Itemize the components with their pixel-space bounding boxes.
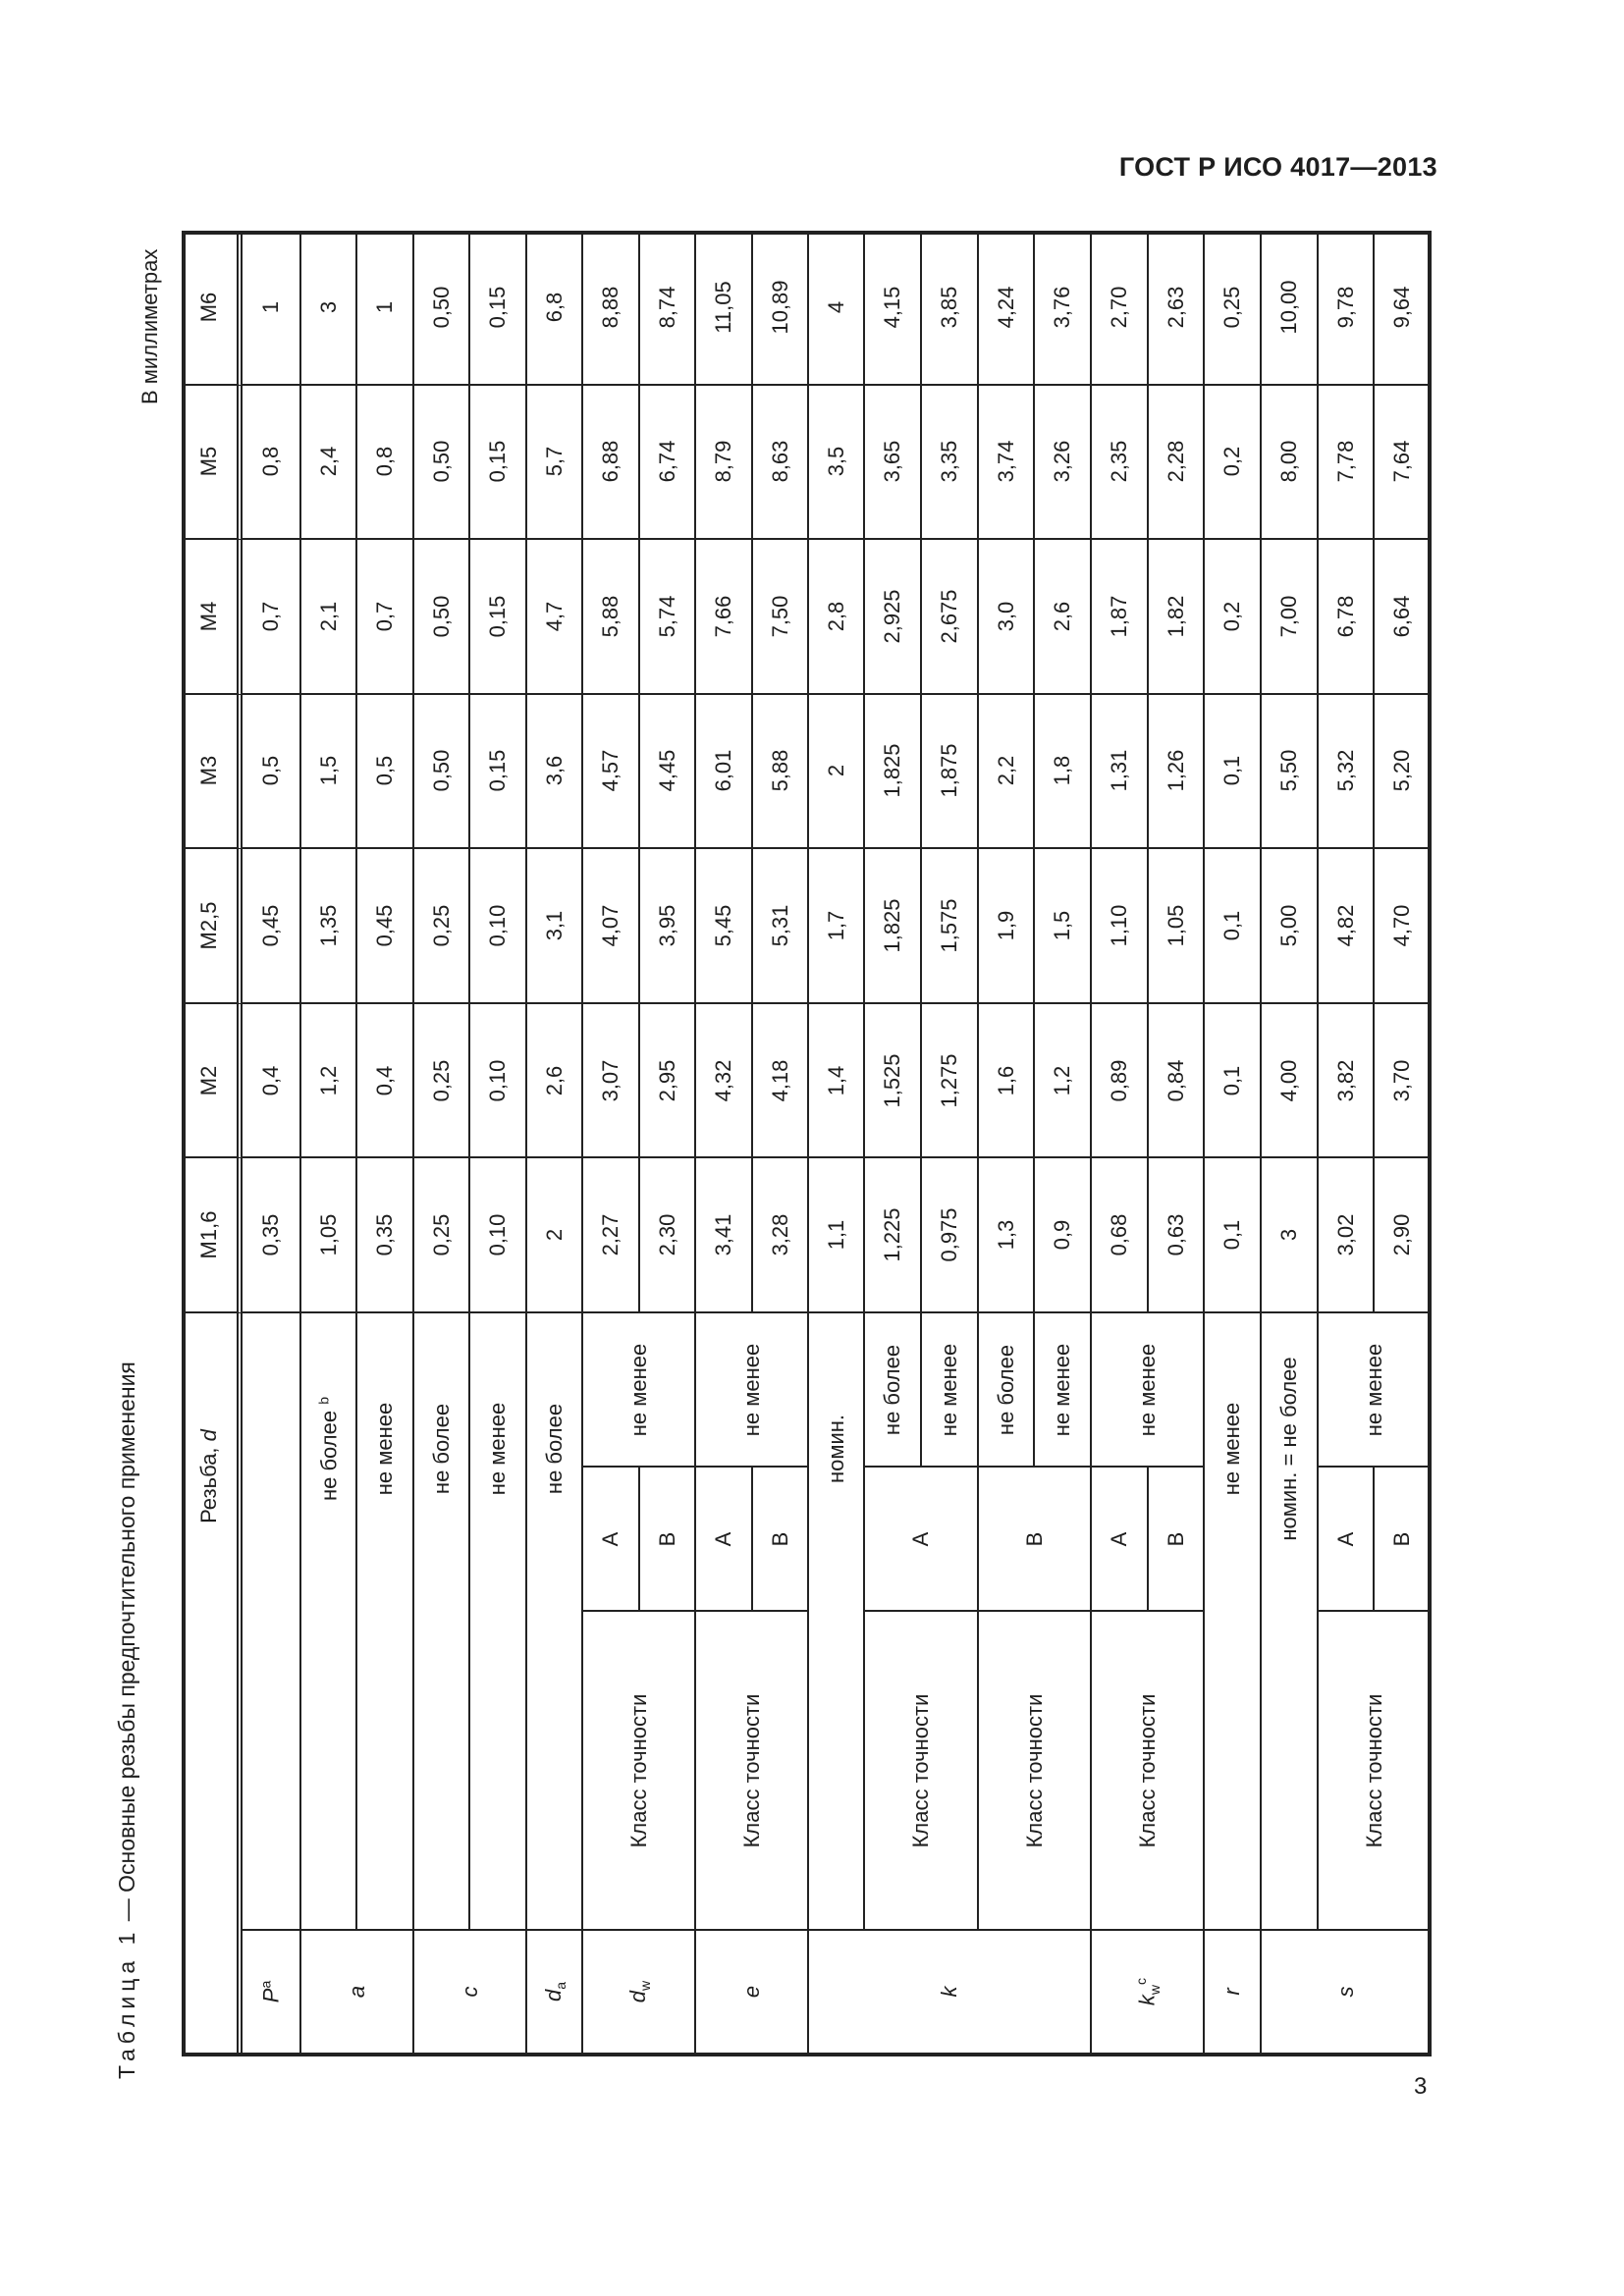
- value-cell-text: 6,78: [1332, 595, 1358, 638]
- limit-label-text: не менее: [1134, 1343, 1160, 1436]
- value-cell-text: 0,10: [485, 1213, 510, 1256]
- value-cell-text: 1,8: [1050, 756, 1074, 786]
- parameter-symbol-text: a: [344, 1985, 369, 1999]
- value-cell-text: 2,90: [1389, 1213, 1414, 1256]
- value-cell-text: 5,7: [541, 447, 567, 477]
- value-cell-text: 4,18: [767, 1059, 792, 1102]
- value-cell-text: 1,6: [993, 1065, 1018, 1095]
- value-cell-text: 0,7: [258, 601, 283, 632]
- value-cell-text: 4: [823, 300, 848, 313]
- value-cell-text: 3,02: [1332, 1213, 1358, 1256]
- value-cell-text: 6,64: [1389, 595, 1414, 638]
- value-cell-text: 8,79: [711, 440, 735, 483]
- limit-label-text: не менее: [485, 1402, 510, 1496]
- value-cell-text: 0,15: [485, 750, 510, 792]
- value-cell-text: 2,1: [315, 601, 341, 632]
- value-cell-text: 4,57: [598, 750, 623, 792]
- accuracy-class-text: A: [1332, 1531, 1358, 1546]
- accuracy-class-text: B: [1163, 1531, 1188, 1546]
- limit-label-text: не менее: [372, 1402, 397, 1496]
- limit-label-text: не более: [428, 1403, 454, 1495]
- value-cell-text: 1,26: [1163, 750, 1188, 792]
- value-cell-text: 0,8: [258, 447, 283, 477]
- value-cell-text: 3: [315, 300, 341, 313]
- value-cell-text: 4,45: [654, 750, 679, 792]
- limit-label-text: не более $^b$: [314, 1396, 342, 1501]
- value-cell-text: 1,5: [1050, 910, 1074, 941]
- value-cell-text: 2: [541, 1229, 567, 1242]
- value-cell-text: 0,84: [1163, 1059, 1188, 1102]
- limit-label-text: не более: [993, 1344, 1018, 1435]
- accuracy-class-text: B: [767, 1531, 792, 1546]
- limit-label-text: не менее: [937, 1343, 961, 1436]
- value-cell-text: 7,00: [1276, 595, 1301, 638]
- value-cell-text: 3,35: [937, 440, 961, 483]
- table-caption: [114, 1362, 140, 2079]
- value-cell-text: 0,5: [372, 756, 397, 786]
- value-cell-text: 0,5: [258, 756, 283, 786]
- value-cell-text: 1,5: [315, 756, 341, 786]
- value-cell-text: 1,875: [937, 743, 961, 799]
- value-cell-text: 1,9: [993, 910, 1018, 941]
- caption-text: — Основные резьбы предпочтительного применения: [114, 1362, 139, 1928]
- value-cell-text: 1,05: [1163, 904, 1188, 947]
- size-header-M3-text: M3: [196, 756, 221, 786]
- parameter-symbol-text: e: [738, 1985, 764, 1999]
- value-cell-text: 1,525: [880, 1053, 904, 1108]
- value-cell-text: 3,28: [767, 1213, 792, 1256]
- value-cell-text: 7,64: [1389, 440, 1414, 483]
- thread-header-text: Резьба, d: [196, 1428, 221, 1523]
- value-cell-text: 5,31: [767, 904, 792, 947]
- accuracy-class-text: B: [654, 1531, 679, 1546]
- value-cell-text: 5,50: [1276, 750, 1301, 792]
- limit-label-text: не менее: [1219, 1402, 1244, 1496]
- value-cell-text: 8,88: [598, 286, 623, 329]
- value-cell-text: 3: [1276, 1229, 1301, 1242]
- value-cell-text: 5,45: [711, 904, 735, 947]
- value-cell-text: 2,2: [993, 756, 1018, 786]
- value-cell-text: 0,35: [372, 1213, 397, 1256]
- value-cell-text: 0,50: [428, 750, 454, 792]
- value-cell-text: 0,2: [1219, 601, 1244, 632]
- value-cell-text: 1,1: [823, 1219, 848, 1251]
- value-cell-text: 0,975: [937, 1207, 961, 1262]
- parameter-symbol-text: $P^a$: [257, 1980, 284, 2003]
- value-cell-text: 1,10: [1107, 904, 1131, 947]
- accuracy-class-text: A: [598, 1531, 623, 1546]
- limit-label-text: не менее: [1050, 1343, 1074, 1436]
- value-cell-text: 4,07: [598, 904, 623, 947]
- accuracy-class-label-text: Класс точности: [738, 1693, 764, 1847]
- value-cell-text: 0,4: [258, 1065, 283, 1095]
- value-cell-text: 2,6: [541, 1065, 567, 1095]
- limit-label-text: не менее: [1361, 1343, 1386, 1436]
- value-cell-text: 2,6: [1050, 601, 1074, 632]
- value-cell-text: 0,50: [428, 595, 454, 638]
- value-cell-text: 1,87: [1107, 595, 1131, 638]
- value-cell-text: 2,27: [598, 1213, 623, 1256]
- accuracy-class-text: B: [1389, 1531, 1414, 1546]
- value-cell-text: 3,74: [993, 440, 1018, 483]
- value-cell-text: 6,74: [654, 440, 679, 483]
- value-cell-text: 1: [258, 300, 283, 313]
- value-cell-text: 1,225: [880, 1207, 904, 1262]
- limit-label-text: номин.: [823, 1414, 848, 1483]
- limit-label-text: не более: [880, 1344, 904, 1435]
- accuracy-class-label-text: Класс точности: [908, 1693, 933, 1847]
- value-cell-text: 6,88: [598, 440, 623, 483]
- accuracy-class-text: A: [711, 1531, 735, 1546]
- value-cell-text: 5,00: [1276, 904, 1301, 947]
- value-cell-text: 5,32: [1332, 750, 1358, 792]
- accuracy-class-text: A: [908, 1531, 933, 1546]
- value-cell-text: 5,20: [1389, 750, 1414, 792]
- value-cell-text: 0,10: [485, 904, 510, 947]
- parameter-symbol-text: k: [937, 1986, 961, 1998]
- value-cell-text: 3,6: [541, 756, 567, 786]
- size-header-M6-text: M6: [196, 292, 221, 323]
- value-cell-text: 3,07: [598, 1059, 623, 1102]
- value-cell-text: 7,66: [711, 595, 735, 638]
- parameter-symbol-text: $k_w^c$: [1132, 1977, 1163, 2006]
- value-cell-text: 8,00: [1276, 440, 1301, 483]
- accuracy-class-text: B: [1021, 1531, 1047, 1546]
- value-cell-text: 0,50: [428, 440, 454, 483]
- value-cell-text: 7,78: [1332, 440, 1358, 483]
- value-cell-text: 2,70: [1107, 286, 1131, 329]
- limit-label-text: номин. = не более: [1276, 1357, 1301, 1541]
- value-cell-text: 5,74: [654, 595, 679, 638]
- value-cell-text: 0,25: [428, 904, 454, 947]
- value-cell-text: 3,0: [993, 601, 1018, 632]
- parameter-symbol-text: $d_w$: [624, 1980, 653, 2003]
- value-cell-text: 1,82: [1163, 595, 1188, 638]
- value-cell-text: 6,8: [541, 292, 567, 323]
- value-cell-text: 1,2: [315, 1065, 341, 1095]
- accuracy-class-label-text: Класс точности: [1134, 1693, 1160, 1847]
- value-cell-text: 10,89: [767, 280, 792, 335]
- value-cell-text: 0,8: [372, 447, 397, 477]
- value-cell-text: 0,1: [1219, 756, 1244, 786]
- accuracy-class-label-text: Класс точности: [1361, 1693, 1386, 1847]
- value-cell-text: 2,4: [315, 447, 341, 477]
- value-cell-text: 3,5: [823, 447, 848, 477]
- accuracy-class-label-text: Класс точности: [1021, 1693, 1047, 1847]
- value-cell-text: 1,575: [937, 898, 961, 953]
- value-cell-text: 2,675: [937, 589, 961, 644]
- value-cell-text: 3,85: [937, 286, 961, 329]
- value-cell-text: 9,78: [1332, 286, 1358, 329]
- value-cell-text: 3,95: [654, 904, 679, 947]
- value-cell-text: 0,10: [485, 1059, 510, 1102]
- value-cell-text: 3,82: [1332, 1059, 1358, 1102]
- value-cell-text: 0,4: [372, 1065, 397, 1095]
- value-cell-text: 1,825: [880, 743, 904, 799]
- value-cell-text: 1,31: [1107, 750, 1131, 792]
- value-cell-text: 2,8: [823, 601, 848, 632]
- value-cell-text: 0,1: [1219, 1219, 1244, 1251]
- size-header-M2-text: M2: [196, 1065, 221, 1095]
- limit-label-text: не менее: [738, 1343, 764, 1436]
- value-cell-text: 11,05: [711, 281, 735, 334]
- value-cell-text: 4,15: [880, 286, 904, 329]
- value-cell-text: 0,25: [428, 1059, 454, 1102]
- value-cell-text: 0,2: [1219, 447, 1244, 477]
- value-cell-text: 0,50: [428, 286, 454, 329]
- value-cell-text: 1,2: [1050, 1065, 1074, 1095]
- value-cell-text: 3,76: [1050, 286, 1074, 329]
- value-cell-text: 7,50: [767, 595, 792, 638]
- size-header-M2_5-text: M2,5: [196, 901, 221, 950]
- parameter-symbol-text: r: [1219, 1988, 1244, 1996]
- value-cell-text: 0,7: [372, 601, 397, 632]
- units-note: В миллиметрах: [137, 248, 162, 404]
- value-cell-text: 1,825: [880, 898, 904, 953]
- value-cell-text: 2,35: [1107, 440, 1131, 483]
- table-frame: [182, 231, 1432, 2056]
- value-cell-text: 0,1: [1219, 910, 1244, 941]
- limit-label-text: не менее: [625, 1343, 651, 1436]
- value-cell-text: 8,63: [767, 440, 792, 483]
- value-cell-text: 0,35: [258, 1213, 283, 1256]
- value-cell-text: 6,01: [711, 750, 735, 792]
- value-cell-text: 1,7: [823, 910, 848, 941]
- page-number: 3: [1414, 2073, 1428, 2100]
- value-cell-text: 0,68: [1107, 1213, 1131, 1256]
- value-cell-text: 4,82: [1332, 904, 1358, 947]
- value-cell-text: 0,45: [258, 904, 283, 947]
- value-cell-text: 1,05: [315, 1213, 341, 1256]
- value-cell-text: 8,74: [654, 286, 679, 329]
- value-cell-text: 2: [823, 765, 848, 777]
- value-cell-text: 0,45: [372, 904, 397, 947]
- value-cell-text: 4,32: [711, 1059, 735, 1102]
- parameter-symbol-text: $d_a$: [540, 1981, 568, 2002]
- value-cell-text: 2,28: [1163, 440, 1188, 483]
- caption-prefix: Таблица 1: [114, 1927, 139, 2079]
- value-cell-text: 0,89: [1107, 1059, 1131, 1102]
- value-cell-text: 10,00: [1276, 280, 1301, 335]
- value-cell-text: 0,9: [1050, 1219, 1074, 1251]
- value-cell-text: 0,15: [485, 440, 510, 483]
- value-cell-text: 4,7: [541, 601, 567, 632]
- value-cell-text: 1,35: [315, 904, 341, 947]
- accuracy-class-text: A: [1107, 1531, 1131, 1546]
- value-cell-text: 3,26: [1050, 440, 1074, 483]
- value-cell-text: 3,70: [1389, 1059, 1414, 1102]
- value-cell-text: 0,15: [485, 286, 510, 329]
- parameter-symbol-text: c: [457, 1986, 482, 1998]
- accuracy-class-label-text: Класс точности: [625, 1693, 651, 1847]
- size-header-M5-text: M5: [196, 447, 221, 477]
- value-cell-text: 0,63: [1163, 1213, 1188, 1256]
- size-header-M1_6-text: M1,6: [196, 1210, 221, 1259]
- value-cell-text: 0,25: [428, 1213, 454, 1256]
- limit-label-text: не более: [541, 1403, 567, 1495]
- parameter-symbol-text: s: [1332, 1986, 1358, 1998]
- size-header-M4-text: M4: [196, 601, 221, 632]
- value-cell-text: 2,95: [654, 1059, 679, 1102]
- value-cell-text: 9,64: [1389, 286, 1414, 329]
- value-cell-text: 2,925: [880, 589, 904, 644]
- value-cell-text: 2,63: [1163, 286, 1188, 329]
- value-cell-text: 4,00: [1276, 1059, 1301, 1102]
- document-id: ГОСТ Р ИСО 4017—2013: [1118, 152, 1437, 182]
- value-cell-text: 1,275: [937, 1053, 961, 1108]
- value-cell-text: 3,65: [880, 440, 904, 483]
- value-cell-text: 5,88: [767, 750, 792, 792]
- value-cell-text: 0,1: [1219, 1065, 1244, 1095]
- value-cell-text: 3,1: [541, 910, 567, 941]
- value-cell-text: 0,15: [485, 595, 510, 638]
- value-cell-text: 0,25: [1219, 286, 1244, 329]
- value-cell-text: 4,70: [1389, 904, 1414, 947]
- value-cell-text: 5,88: [598, 595, 623, 638]
- value-cell-text: 1: [372, 300, 397, 313]
- value-cell-text: 1,3: [993, 1219, 1018, 1251]
- value-cell-text: 3,41: [711, 1213, 735, 1256]
- value-cell-text: 1,4: [823, 1065, 848, 1095]
- value-cell-text: 4,24: [993, 286, 1018, 329]
- value-cell-text: 2,30: [654, 1213, 679, 1256]
